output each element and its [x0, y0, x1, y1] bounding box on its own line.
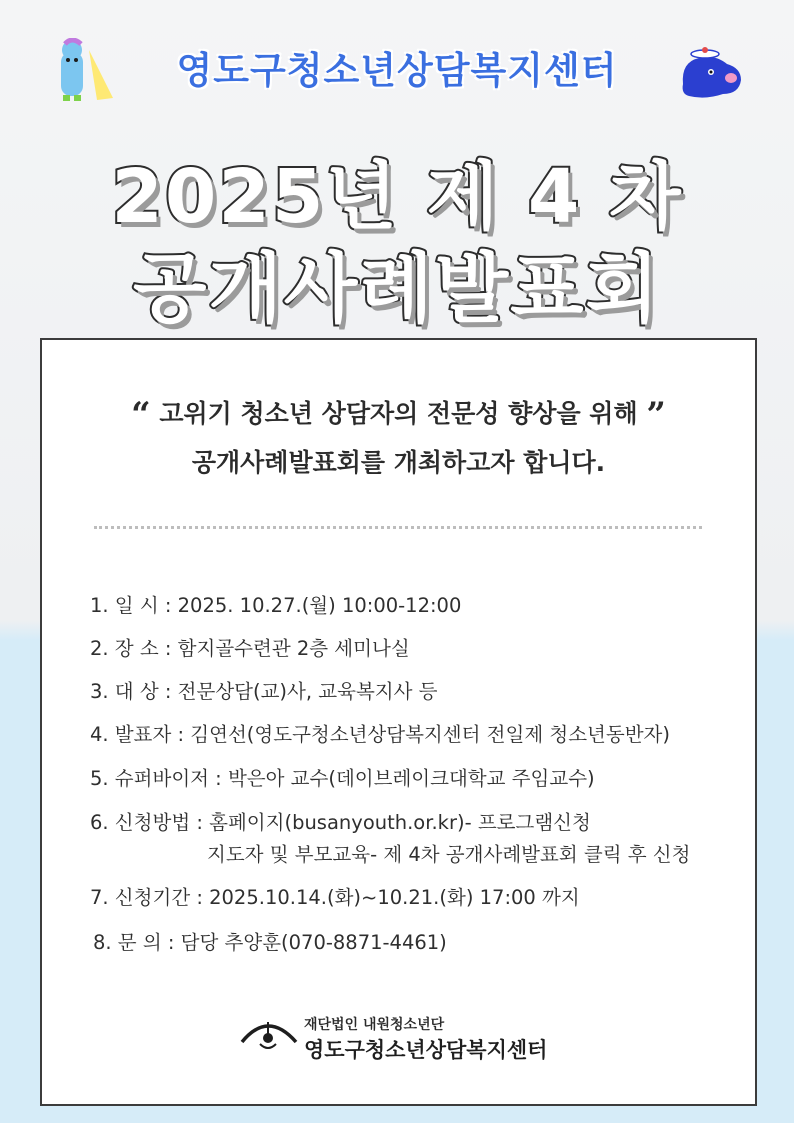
- dotted-divider: [94, 526, 702, 529]
- org-foundation-name: 재단법인 내원청소년단: [304, 1017, 445, 1033]
- detail-supervisor: 5. 슈퍼바이저 : 박은아 교수(데이브레이크대학교 주임교수): [90, 767, 595, 790]
- intro-line-1: [42, 390, 755, 439]
- org-center-name: 영도구청소년상담복지센터: [304, 1038, 548, 1062]
- main-title-line2: 공개사례발표회: [133, 244, 661, 333]
- main-title-line1: 2025년 제 4 차: [111, 154, 683, 240]
- intro-text: [42, 390, 755, 487]
- mascot-blob-icon: [675, 44, 745, 104]
- intro-line-1-text: 고위기 청소년 상담자의 전문성 향상을 위해: [159, 399, 638, 428]
- detail-contact: 8. 문 의 : 담당 추양훈(070-8871-4461): [93, 931, 447, 954]
- footer-logo: [238, 1010, 568, 1070]
- detail-apply-method-2: 지도자 및 부모교육- 제 4차 공개사례발표회 클릭 후 신청: [207, 843, 691, 866]
- detail-presenter: 4. 발표자 : 김연선(영도구청소년상담복지센터 전일제 청소년동반자): [90, 723, 670, 746]
- detail-apply-period: 7. 신청기간 : 2025.10.14.(화)~10.21.(화) 17:00 까지: [90, 886, 580, 909]
- intro-line-2: 공개사례발표회를 개최하고자 합니다.: [191, 448, 606, 477]
- detail-place: 2. 장 소 : 함지골수련관 2층 세미나실: [90, 637, 410, 660]
- close-quote: ”: [646, 395, 666, 435]
- open-quote: “: [131, 395, 151, 435]
- center-logo-icon: [238, 1012, 300, 1056]
- center-title: 영도구청소년상담복지센터: [176, 49, 618, 92]
- detail-target: 3. 대 상 : 전문상담(교)사, 교육복지사 등: [90, 680, 438, 703]
- detail-date: 1. 일 시 : 2025. 10.27.(월) 10:00-12:00: [90, 594, 462, 617]
- info-panel: [40, 338, 757, 1106]
- detail-apply-method: 6. 신청방법 : 홈페이지(busanyouth.or.kr)- 프로그램신청: [90, 811, 591, 834]
- mascot-flashlight-icon: [55, 38, 125, 108]
